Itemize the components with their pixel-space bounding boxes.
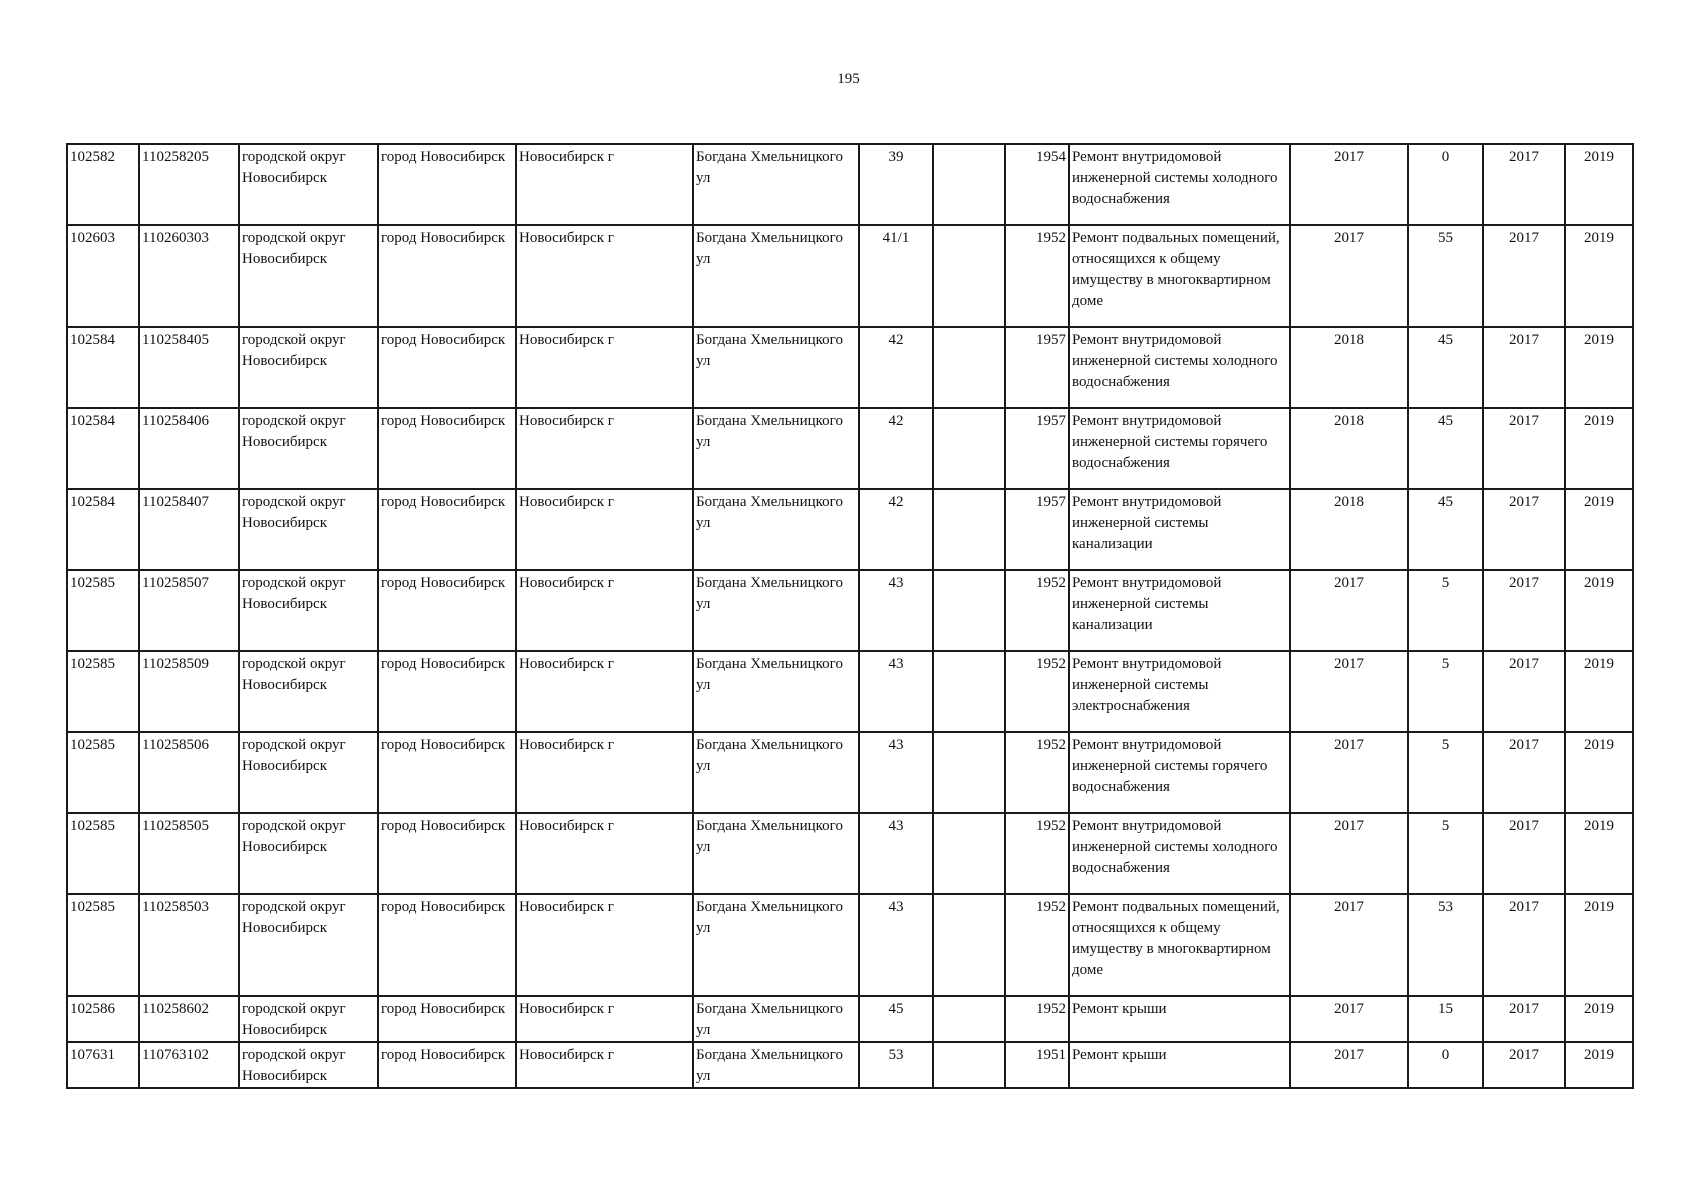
record-id-cell: 107631 <box>67 1042 139 1088</box>
year-built-cell: 1957 <box>1005 408 1069 489</box>
work-type-cell: Ремонт подвальных помещений, относящихся к общему имуществу в многоквартирном доме <box>1069 225 1290 327</box>
work-code-cell: 110258407 <box>139 489 239 570</box>
table-row <box>67 570 1633 651</box>
house-number-cell: 45 <box>859 996 933 1042</box>
street-cell: Богдана Хмельницкого ул <box>693 996 859 1042</box>
municipal-district-cell: городской округ Новосибирск <box>239 732 378 813</box>
building-cell <box>933 144 1005 225</box>
work-code-cell: 110258406 <box>139 408 239 489</box>
period-start-cell: 2017 <box>1483 732 1565 813</box>
work-code-cell: 110260303 <box>139 225 239 327</box>
building-cell <box>933 894 1005 996</box>
year-built-cell: 1952 <box>1005 894 1069 996</box>
page-number: 195 <box>837 71 860 87</box>
work-code-cell: 110258205 <box>139 144 239 225</box>
settlement-cell: город Новосибирск <box>378 225 516 327</box>
building-cell <box>933 813 1005 894</box>
house-number-cell: 41/1 <box>859 225 933 327</box>
street-cell: Богдана Хмельницкого ул <box>693 732 859 813</box>
year-built-cell: 1957 <box>1005 489 1069 570</box>
planned-year-cell: 2017 <box>1290 225 1408 327</box>
house-number-cell: 43 <box>859 813 933 894</box>
city-cell: Новосибирск г <box>516 144 693 225</box>
house-number-cell: 39 <box>859 144 933 225</box>
street-cell: Богдана Хмельницкого ул <box>693 570 859 651</box>
settlement-cell: город Новосибирск <box>378 1042 516 1088</box>
work-type-cell: Ремонт внутридомовой инженерной системы холодного водоснабжения <box>1069 813 1290 894</box>
table-row <box>67 327 1633 408</box>
planned-year-cell: 2018 <box>1290 489 1408 570</box>
year-built-cell: 1954 <box>1005 144 1069 225</box>
building-cell <box>933 732 1005 813</box>
city-cell: Новосибирск г <box>516 570 693 651</box>
period-start-cell: 2017 <box>1483 813 1565 894</box>
work-type-cell: Ремонт крыши <box>1069 996 1290 1042</box>
municipal-district-cell: городской округ Новосибирск <box>239 489 378 570</box>
work-type-cell: Ремонт внутридомовой инженерной системы канализации <box>1069 570 1290 651</box>
planned-year-cell: 2018 <box>1290 327 1408 408</box>
street-cell: Богдана Хмельницкого ул <box>693 813 859 894</box>
planned-year-cell: 2017 <box>1290 732 1408 813</box>
house-number-cell: 43 <box>859 570 933 651</box>
municipal-district-cell: городской округ Новосибирск <box>239 651 378 732</box>
building-cell <box>933 408 1005 489</box>
record-id-cell: 102586 <box>67 996 139 1042</box>
work-code-cell: 110763102 <box>139 1042 239 1088</box>
record-id-cell: 102603 <box>67 225 139 327</box>
work-type-cell: Ремонт внутридомовой инженерной системы канализации <box>1069 489 1290 570</box>
work-type-cell: Ремонт подвальных помещений, относящихся к общему имуществу в многоквартирном доме <box>1069 894 1290 996</box>
settlement-cell: город Новосибирск <box>378 651 516 732</box>
house-number-cell: 43 <box>859 894 933 996</box>
settlement-cell: город Новосибирск <box>378 570 516 651</box>
house-number-cell: 42 <box>859 408 933 489</box>
planned-year-cell: 2017 <box>1290 996 1408 1042</box>
work-code-cell: 110258506 <box>139 732 239 813</box>
wear-percent-cell: 55 <box>1408 225 1483 327</box>
municipal-district-cell: городской округ Новосибирск <box>239 327 378 408</box>
planned-year-cell: 2018 <box>1290 408 1408 489</box>
year-built-cell: 1952 <box>1005 732 1069 813</box>
municipal-district-cell: городской округ Новосибирск <box>239 813 378 894</box>
year-built-cell: 1957 <box>1005 327 1069 408</box>
wear-percent-cell: 45 <box>1408 408 1483 489</box>
work-type-cell: Ремонт внутридомовой инженерной системы холодного водоснабжения <box>1069 327 1290 408</box>
period-start-cell: 2017 <box>1483 489 1565 570</box>
period-start-cell: 2017 <box>1483 408 1565 489</box>
record-id-cell: 102582 <box>67 144 139 225</box>
building-cell <box>933 651 1005 732</box>
street-cell: Богдана Хмельницкого ул <box>693 408 859 489</box>
year-built-cell: 1951 <box>1005 1042 1069 1088</box>
city-cell: Новосибирск г <box>516 813 693 894</box>
house-number-cell: 53 <box>859 1042 933 1088</box>
settlement-cell: город Новосибирск <box>378 996 516 1042</box>
period-end-cell: 2019 <box>1565 489 1633 570</box>
house-number-cell: 43 <box>859 651 933 732</box>
table-row <box>67 408 1633 489</box>
period-start-cell: 2017 <box>1483 996 1565 1042</box>
record-id-cell: 102584 <box>67 327 139 408</box>
municipal-district-cell: городской округ Новосибирск <box>239 894 378 996</box>
city-cell: Новосибирск г <box>516 1042 693 1088</box>
planned-year-cell: 2017 <box>1290 144 1408 225</box>
period-end-cell: 2019 <box>1565 225 1633 327</box>
settlement-cell: город Новосибирск <box>378 894 516 996</box>
period-start-cell: 2017 <box>1483 651 1565 732</box>
period-start-cell: 2017 <box>1483 1042 1565 1088</box>
work-type-cell: Ремонт внутридомовой инженерной системы холодного водоснабжения <box>1069 144 1290 225</box>
table-row <box>67 732 1633 813</box>
record-id-cell: 102584 <box>67 489 139 570</box>
street-cell: Богдана Хмельницкого ул <box>693 489 859 570</box>
municipal-district-cell: городской округ Новосибирск <box>239 570 378 651</box>
record-id-cell: 102585 <box>67 813 139 894</box>
wear-percent-cell: 45 <box>1408 489 1483 570</box>
record-id-cell: 102584 <box>67 408 139 489</box>
building-cell <box>933 570 1005 651</box>
period-start-cell: 2017 <box>1483 894 1565 996</box>
period-start-cell: 2017 <box>1483 327 1565 408</box>
table-row <box>67 144 1633 225</box>
street-cell: Богдана Хмельницкого ул <box>693 225 859 327</box>
street-cell: Богдана Хмельницкого ул <box>693 327 859 408</box>
city-cell: Новосибирск г <box>516 327 693 408</box>
period-start-cell: 2017 <box>1483 570 1565 651</box>
city-cell: Новосибирск г <box>516 651 693 732</box>
street-cell: Богдана Хмельницкого ул <box>693 1042 859 1088</box>
wear-percent-cell: 5 <box>1408 813 1483 894</box>
work-code-cell: 110258507 <box>139 570 239 651</box>
city-cell: Новосибирск г <box>516 732 693 813</box>
year-built-cell: 1952 <box>1005 570 1069 651</box>
planned-year-cell: 2017 <box>1290 1042 1408 1088</box>
municipal-district-cell: городской округ Новосибирск <box>239 1042 378 1088</box>
building-cell <box>933 1042 1005 1088</box>
table-row <box>67 651 1633 732</box>
work-code-cell: 110258503 <box>139 894 239 996</box>
period-end-cell: 2019 <box>1565 651 1633 732</box>
repair-schedule-table <box>66 143 1634 1089</box>
table-row <box>67 894 1633 996</box>
building-cell <box>933 489 1005 570</box>
building-cell <box>933 327 1005 408</box>
wear-percent-cell: 5 <box>1408 732 1483 813</box>
wear-percent-cell: 5 <box>1408 651 1483 732</box>
house-number-cell: 42 <box>859 327 933 408</box>
work-type-cell: Ремонт внутридомовой инженерной системы горячего водоснабжения <box>1069 732 1290 813</box>
municipal-district-cell: городской округ Новосибирск <box>239 408 378 489</box>
period-end-cell: 2019 <box>1565 894 1633 996</box>
planned-year-cell: 2017 <box>1290 651 1408 732</box>
street-cell: Богдана Хмельницкого ул <box>693 894 859 996</box>
settlement-cell: город Новосибирск <box>378 813 516 894</box>
work-code-cell: 110258405 <box>139 327 239 408</box>
period-end-cell: 2019 <box>1565 1042 1633 1088</box>
settlement-cell: город Новосибирск <box>378 489 516 570</box>
building-cell <box>933 996 1005 1042</box>
work-code-cell: 110258602 <box>139 996 239 1042</box>
work-code-cell: 110258509 <box>139 651 239 732</box>
period-end-cell: 2019 <box>1565 144 1633 225</box>
table-row <box>67 489 1633 570</box>
wear-percent-cell: 0 <box>1408 144 1483 225</box>
work-type-cell: Ремонт крыши <box>1069 1042 1290 1088</box>
street-cell: Богдана Хмельницкого ул <box>693 651 859 732</box>
record-id-cell: 102585 <box>67 894 139 996</box>
city-cell: Новосибирск г <box>516 894 693 996</box>
building-cell <box>933 225 1005 327</box>
wear-percent-cell: 0 <box>1408 1042 1483 1088</box>
year-built-cell: 1952 <box>1005 996 1069 1042</box>
street-cell: Богдана Хмельницкого ул <box>693 144 859 225</box>
house-number-cell: 43 <box>859 732 933 813</box>
settlement-cell: город Новосибирск <box>378 732 516 813</box>
year-built-cell: 1952 <box>1005 225 1069 327</box>
period-end-cell: 2019 <box>1565 570 1633 651</box>
record-id-cell: 102585 <box>67 732 139 813</box>
wear-percent-cell: 5 <box>1408 570 1483 651</box>
city-cell: Новосибирск г <box>516 489 693 570</box>
municipal-district-cell: городской округ Новосибирск <box>239 144 378 225</box>
work-type-cell: Ремонт внутридомовой инженерной системы электроснабжения <box>1069 651 1290 732</box>
city-cell: Новосибирск г <box>516 408 693 489</box>
settlement-cell: город Новосибирск <box>378 144 516 225</box>
record-id-cell: 102585 <box>67 651 139 732</box>
period-end-cell: 2019 <box>1565 732 1633 813</box>
municipal-district-cell: городской округ Новосибирск <box>239 996 378 1042</box>
table-row <box>67 813 1633 894</box>
period-end-cell: 2019 <box>1565 408 1633 489</box>
house-number-cell: 42 <box>859 489 933 570</box>
year-built-cell: 1952 <box>1005 813 1069 894</box>
wear-percent-cell: 53 <box>1408 894 1483 996</box>
work-type-cell: Ремонт внутридомовой инженерной системы горячего водоснабжения <box>1069 408 1290 489</box>
table-row <box>67 1042 1633 1088</box>
period-end-cell: 2019 <box>1565 327 1633 408</box>
period-start-cell: 2017 <box>1483 144 1565 225</box>
table-row <box>67 225 1633 327</box>
planned-year-cell: 2017 <box>1290 894 1408 996</box>
period-end-cell: 2019 <box>1565 996 1633 1042</box>
year-built-cell: 1952 <box>1005 651 1069 732</box>
city-cell: Новосибирск г <box>516 996 693 1042</box>
settlement-cell: город Новосибирск <box>378 327 516 408</box>
wear-percent-cell: 15 <box>1408 996 1483 1042</box>
record-id-cell: 102585 <box>67 570 139 651</box>
work-code-cell: 110258505 <box>139 813 239 894</box>
period-end-cell: 2019 <box>1565 813 1633 894</box>
period-start-cell: 2017 <box>1483 225 1565 327</box>
table-row <box>67 996 1633 1042</box>
settlement-cell: город Новосибирск <box>378 408 516 489</box>
planned-year-cell: 2017 <box>1290 570 1408 651</box>
wear-percent-cell: 45 <box>1408 327 1483 408</box>
table-body <box>67 144 1633 1088</box>
municipal-district-cell: городской округ Новосибирск <box>239 225 378 327</box>
planned-year-cell: 2017 <box>1290 813 1408 894</box>
city-cell: Новосибирск г <box>516 225 693 327</box>
